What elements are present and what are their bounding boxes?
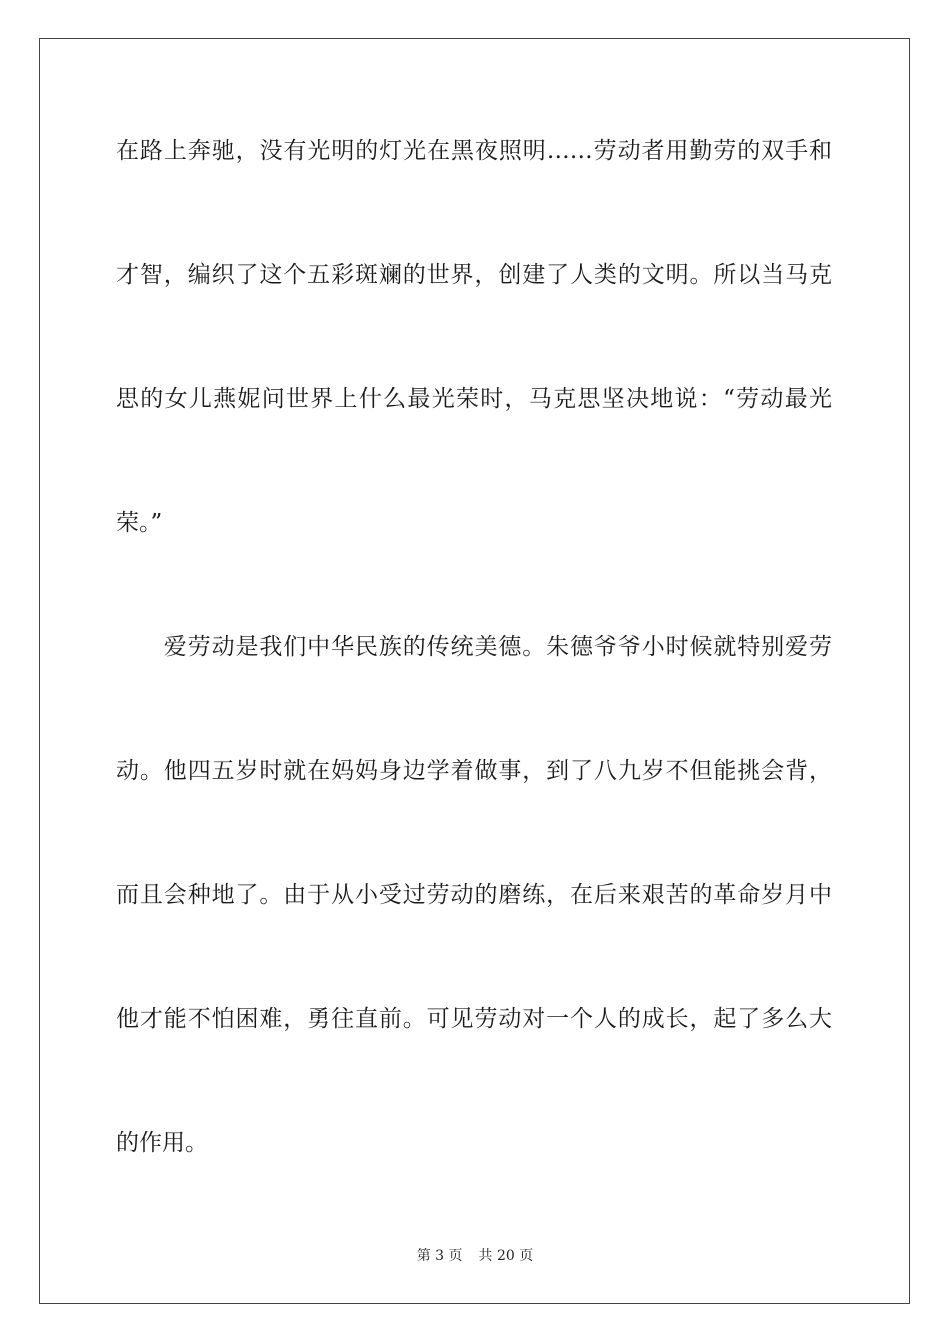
- text-line: 他才能不怕困难，勇往直前。可见劳动对一个人的成长，起了多么大: [116, 1006, 832, 1032]
- page-footer: [0, 1247, 950, 1265]
- page-total: 共 20 页: [478, 1248, 534, 1264]
- text-line: 而且会种地了。由于从小受过劳动的磨练，在后来艰苦的革命岁月中: [116, 882, 832, 908]
- text-line: 的作用。: [116, 1130, 208, 1156]
- text-line: 动。他四五岁时就在妈妈身边学着做事，到了八九岁不但能挑会背，: [116, 758, 832, 784]
- text-line: 爱劳动是我们中华民族的传统美德。朱德爷爷小时候就特别爱劳: [116, 634, 832, 660]
- text-line: 在路上奔驰，没有光明的灯光在黑夜照明……劳动者用勤劳的双手和: [116, 138, 832, 164]
- page-border: [39, 38, 910, 1304]
- text-line: 思的女儿燕妮问世界上什么最光荣时，马克思坚决地说：“劳动最光: [116, 386, 832, 412]
- text-line: 荣。”: [116, 510, 163, 536]
- page-number: 第 3 页: [416, 1248, 463, 1264]
- text-line: 才智，编织了这个五彩斑斓的世界，创建了人类的文明。所以当马克: [116, 262, 832, 288]
